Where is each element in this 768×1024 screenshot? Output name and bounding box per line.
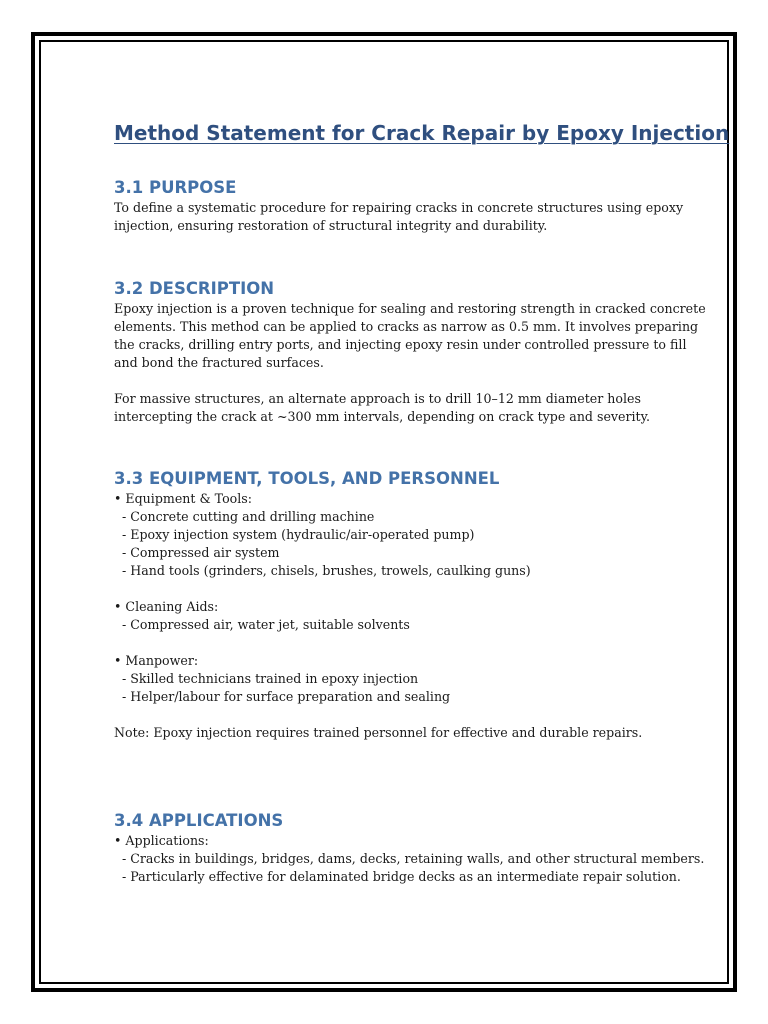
text-line: Epoxy injection is a proven technique for sealing and restoring strength in cracked concrete [114,301,706,316]
list-item: - Cracks in buildings, bridges, dams, decks, retaining walls, and other structural members. [114,851,705,866]
applications-list [114,832,705,886]
text-line: injection, ensuring restoration of structural integrity and durability. [114,218,548,233]
list-item: • Applications: [114,833,209,848]
purpose-paragraph [114,199,684,235]
list-item: • Manpower: [114,653,199,668]
description-paragraph-2 [114,390,674,426]
list-item: - Helper/labour for surface preparation and sealing [114,689,451,704]
section-heading-description: 3.2 DESCRIPTION [114,279,275,298]
list-item: • Equipment & Tools: [114,491,252,506]
text-line: To define a systematic procedure for repairing cracks in concrete structures using epoxy [114,200,684,215]
document-title: Method Statement for Crack Repair by Epoxy Injection [114,121,730,145]
list-item: - Compressed air system [114,545,280,560]
equipment-tools-list [114,490,674,580]
text-line: and bond the fractured surfaces. [114,355,324,370]
section-heading-applications: 3.4 APPLICATIONS [114,811,284,830]
document-body [114,118,730,886]
section-heading-equipment: 3.3 EQUIPMENT, TOOLS, AND PERSONNEL [114,469,500,488]
list-item: - Compressed air, water jet, suitable solvents [114,617,410,632]
list-item: - Skilled technicians trained in epoxy injection [114,671,419,686]
list-item: - Epoxy injection system (hydraulic/air-operated pump) [114,527,475,542]
section-equipment [114,468,674,742]
description-paragraph-1 [114,300,706,372]
text-line: elements. This method can be applied to cracks as narrow as 0.5 mm. It involves preparing [114,319,699,334]
text-line: intercepting the crack at ~300 mm intervals, depending on crack type and severity. [114,409,651,424]
list-item: - Particularly effective for delaminated bridge decks as an intermediate repair solution. [114,869,681,884]
text-line: For massive structures, an alternate approach is to drill 10–12 mm diameter holes [114,391,641,406]
section-heading-purpose: 3.1 PURPOSE [114,178,237,197]
text-line: Note: Epoxy injection requires trained personnel for effective and durable repairs. [114,725,643,740]
section-description [114,278,706,426]
list-item: • Cleaning Aids: [114,599,219,614]
section-applications [114,810,705,886]
section-purpose [114,177,684,235]
cleaning-aids-list [114,598,674,634]
list-item: - Hand tools (grinders, chisels, brushes, trowels, caulking guns) [114,563,531,578]
equipment-note [114,724,674,742]
list-item: - Concrete cutting and drilling machine [114,509,375,524]
manpower-list [114,652,674,706]
text-line: the cracks, drilling entry ports, and injecting epoxy resin under controlled pressure to fill [114,337,687,352]
